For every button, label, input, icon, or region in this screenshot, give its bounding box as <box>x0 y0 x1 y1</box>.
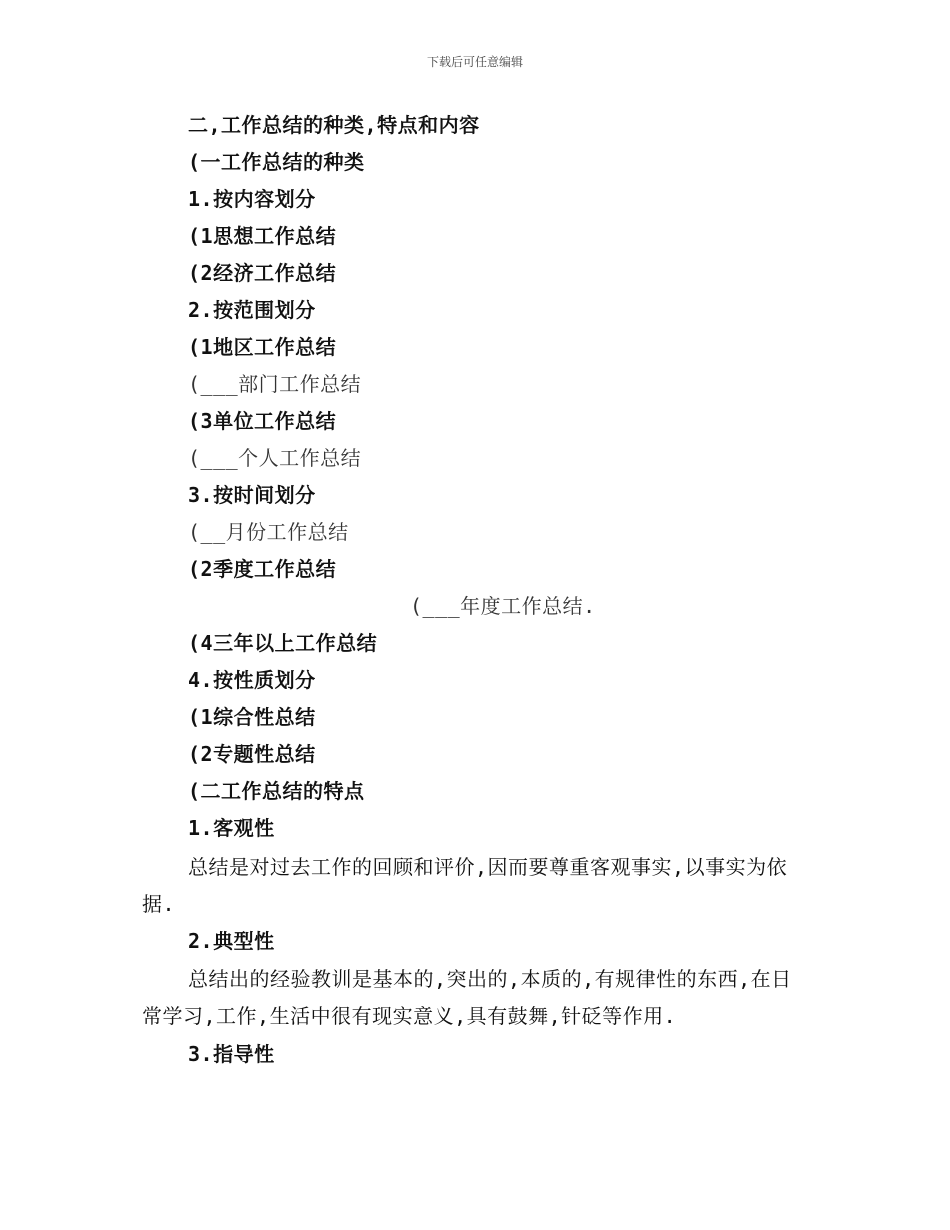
feature-heading: 3.指导性 <box>188 1042 275 1066</box>
section-heading: 二,工作总结的种类,特点和内容 <box>188 113 480 137</box>
subsection-heading: (一工作总结的种类 <box>188 150 365 174</box>
category-heading: 2.按范围划分 <box>188 298 316 322</box>
category-heading: 3.按时间划分 <box>188 483 316 507</box>
page-header: 下载后可任意编辑 <box>426 55 523 69</box>
category-heading: 4.按性质划分 <box>188 668 316 692</box>
list-item: (2专题性总结 <box>188 742 316 766</box>
category-heading: 1.按内容划分 <box>188 187 316 211</box>
subsection-heading: (二工作总结的特点 <box>188 779 365 803</box>
list-item: (__月份工作总结 <box>188 520 349 544</box>
list-item: (3单位工作总结 <box>188 409 337 433</box>
list-item: (1综合性总结 <box>188 705 316 729</box>
list-item: (1地区工作总结 <box>188 335 337 359</box>
list-item: (1思想工作总结 <box>188 224 337 248</box>
list-item: (4三年以上工作总结 <box>188 631 378 655</box>
list-item: (___年度工作总结. <box>410 594 596 618</box>
list-item: (2经济工作总结 <box>188 261 337 285</box>
list-item: (___个人工作总结 <box>188 446 362 470</box>
feature-heading: 1.客观性 <box>188 816 275 840</box>
list-item: (2季度工作总结 <box>188 557 337 581</box>
body-paragraph: 总结出的经验教训是基本的,突出的,本质的,有规律性的东西,在日常学习,工作,生活中很有现实意义,具有鼓舞,针砭等作用. <box>142 967 792 1028</box>
list-item: (___部门工作总结 <box>188 372 362 396</box>
feature-heading: 2.典型性 <box>188 929 275 953</box>
body-paragraph: 总结是对过去工作的回顾和评价,因而要尊重客观事实,以事实为依据. <box>142 855 788 916</box>
